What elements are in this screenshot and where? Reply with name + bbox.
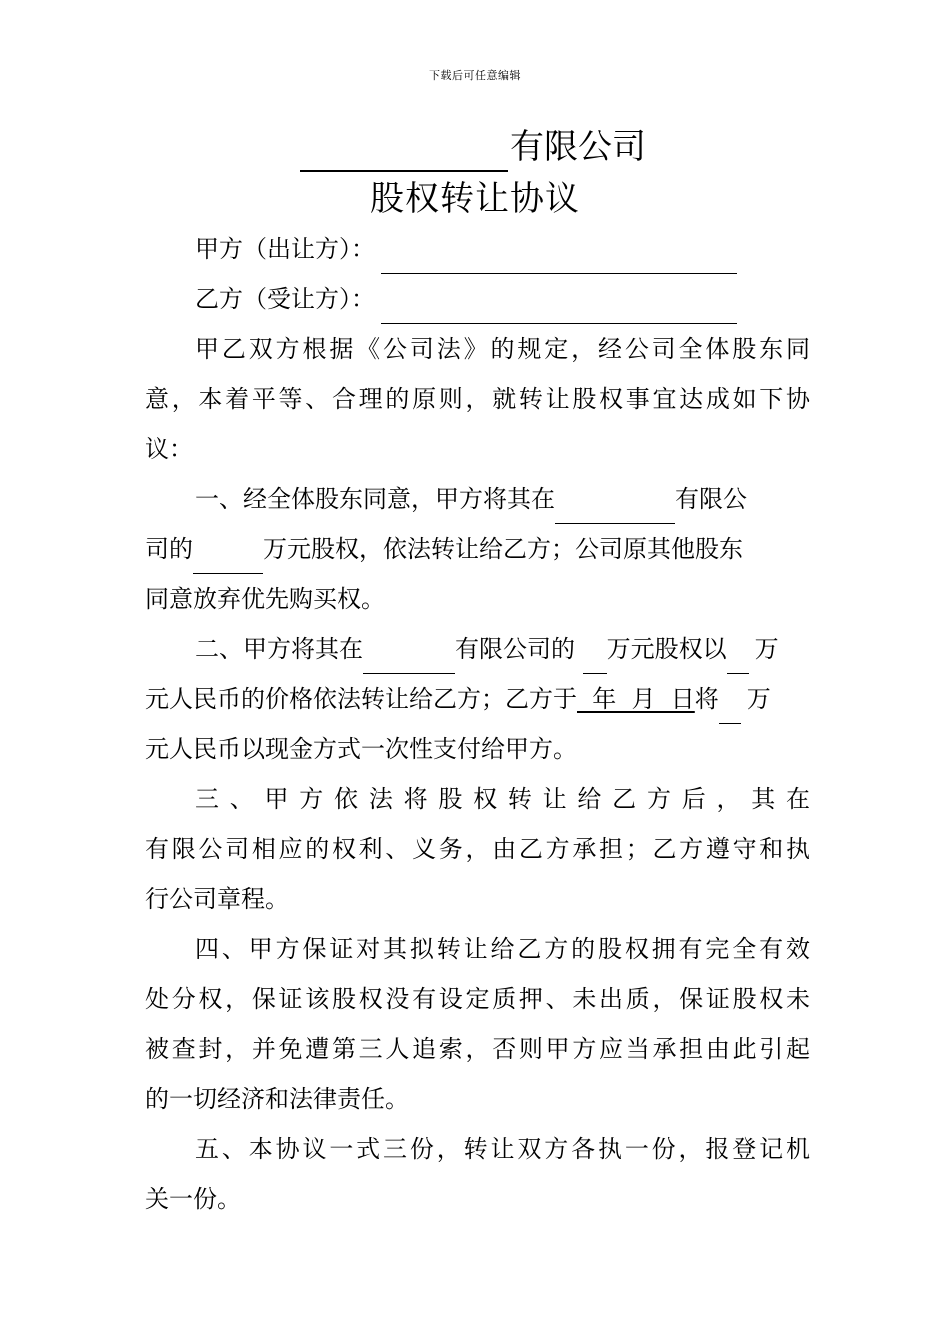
header-note: 下载后可任意编辑 bbox=[429, 69, 521, 82]
clause1-text: 有限公 bbox=[675, 485, 747, 513]
clause1-text: 万元股权，依法转让给乙方；公司原其他股东 bbox=[263, 535, 743, 563]
amount-blank bbox=[583, 639, 607, 674]
clause4-line-4: 的一切经济和法律责任。 bbox=[145, 1085, 409, 1113]
clause1-line-2 bbox=[145, 524, 810, 574]
clause2-line-2 bbox=[145, 674, 810, 724]
clause2-line-1 bbox=[195, 624, 810, 674]
preamble-line-3: 议： bbox=[145, 435, 193, 463]
clause4-line-3: 被查封，并免遭第三人追索，否则甲方应当承担由此引起 bbox=[145, 1035, 810, 1063]
company-blank bbox=[555, 489, 675, 524]
clause1-line-3: 同意放弃优先购买权。 bbox=[145, 585, 385, 613]
company-name-title bbox=[300, 122, 660, 172]
amount-blank bbox=[193, 539, 263, 574]
title-suffix: 有限公司 bbox=[510, 127, 646, 167]
clause2-text: 万 bbox=[746, 685, 771, 713]
clause1-line-1 bbox=[195, 474, 810, 524]
date-blank: 年 月 日 bbox=[577, 685, 695, 713]
preamble-line-1: 甲乙双方根据《公司法》的规定，经公司全体股东同 bbox=[195, 335, 810, 363]
clause4-line-1: 四、甲方保证对其拟转让给乙方的股权拥有完全有效 bbox=[195, 935, 810, 963]
preamble-line-2: 意，本着平等、合理的原则，就转让股权事宜达成如下协 bbox=[145, 385, 810, 413]
clause3-line-2: 有限公司相应的权利、义务，由乙方承担；乙方遵守和执 bbox=[145, 835, 810, 863]
clause2-text: 元人民币的价格依法转让给乙方；乙方于 bbox=[145, 685, 577, 713]
clause5-line-2: 关一份。 bbox=[145, 1185, 241, 1213]
clause3-line-1: 三、甲方依法将股权转让给乙方后，其在 bbox=[195, 785, 810, 813]
party-a-blank bbox=[381, 239, 737, 274]
party-a-label: 甲方（出让方）： bbox=[195, 235, 375, 263]
company-name-blank bbox=[300, 130, 508, 172]
clause2-text: 有限公司的 bbox=[455, 635, 583, 663]
clause2-text: 二、甲方将其在 bbox=[195, 635, 363, 663]
clause5-line-1: 五、本协议一式三份，转让双方各执一份，报登记机 bbox=[195, 1135, 810, 1163]
clause2-text: 万 bbox=[754, 635, 779, 663]
party-b-line bbox=[195, 274, 810, 324]
clause3-line-3: 行公司章程。 bbox=[145, 885, 289, 913]
party-b-label: 乙方（受让方）： bbox=[195, 285, 375, 313]
price-blank bbox=[727, 639, 749, 674]
clause1-text: 一、经全体股东同意，甲方将其在 bbox=[195, 485, 555, 513]
company-blank bbox=[363, 639, 455, 674]
clause4-line-2: 处分权，保证该股权没有设定质押、未出质，保证股权未 bbox=[145, 985, 810, 1013]
clause2-text: 将 bbox=[694, 685, 719, 713]
clause2-line-3: 元人民币以现金方式一次性支付给甲方。 bbox=[145, 735, 577, 763]
page-title: 股权转让协议 bbox=[370, 179, 580, 219]
payment-blank bbox=[719, 689, 741, 724]
party-b-blank bbox=[381, 289, 737, 324]
party-a-line bbox=[195, 224, 810, 274]
clause1-text: 司的 bbox=[145, 535, 193, 563]
clause2-text: 万元股权以 bbox=[606, 635, 727, 663]
